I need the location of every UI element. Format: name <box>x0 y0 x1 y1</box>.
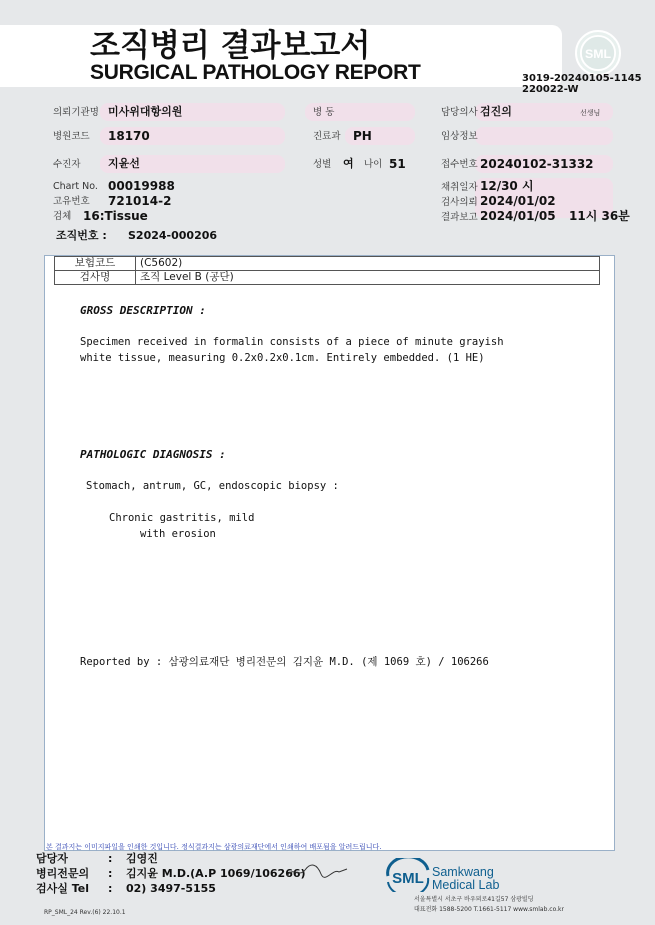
report-title-english: SURGICAL PATHOLOGY REPORT <box>90 61 421 84</box>
doctor-suffix: 선생님 <box>580 109 601 117</box>
test-name-label: 검사명 <box>55 271 136 285</box>
gross-description-heading: GROSS DESCRIPTION : <box>80 304 206 317</box>
sml-logo-text: SML <box>584 46 612 61</box>
doctor-label: 담당의사 <box>441 107 478 118</box>
manager-colon: : <box>108 852 113 865</box>
diagnosis-line1: Stomach, antrum, GC, endoscopic biopsy : <box>86 480 339 492</box>
report-time-value: 11시 36분 <box>569 209 630 223</box>
chart-no-label: Chart No. <box>53 181 98 192</box>
sml-logo-icon <box>575 30 621 76</box>
table-row <box>55 271 600 285</box>
signature-mark <box>285 860 355 882</box>
doctor-value: 검진의 <box>480 105 512 118</box>
ward-label: 병 동 <box>313 107 335 118</box>
lab-name-line2: Medical Lab <box>432 878 500 892</box>
lab-name <box>432 866 499 892</box>
notice-text: 본 결과지는 이미지파일을 인쇄한 것입니다. 정식결과지는 삼광의료재단에서 인쇄하여 배포됨을 알려드립니다. <box>46 843 382 851</box>
receipt-value: 20240102-31332 <box>480 157 594 171</box>
manager-value: 김영진 <box>126 852 158 865</box>
clinical-label: 임상정보 <box>441 131 478 142</box>
pathologist-label: 병리전문의 <box>36 867 90 880</box>
dept-label: 진료과 <box>313 131 341 142</box>
samkwang-logo <box>385 858 431 896</box>
request-value: 2024/01/02 <box>480 194 556 208</box>
collect-value: 12/30 시 <box>480 179 534 193</box>
pathologist-value: 김지윤 M.D.(A.P 1069/106266) <box>126 867 306 880</box>
lab-tel-colon: : <box>108 882 113 895</box>
document-number-line1: 3019-20240105-1145 <box>522 73 642 84</box>
clinical-pill <box>475 127 613 145</box>
samkwang-logo-text: SML <box>392 870 424 887</box>
requesting-org-label: 의뢰기관명 <box>53 107 99 118</box>
insurance-code-value: (C5602) <box>136 257 600 271</box>
pathologist-colon: : <box>108 867 113 880</box>
request-label: 검사의뢰 <box>441 197 478 208</box>
requesting-org-value: 미사위대항의원 <box>108 105 183 118</box>
lab-tel-label: 검사실 Tel <box>36 882 89 895</box>
report-title-korean: 조직병리 결과보고서 <box>90 28 371 64</box>
dept-value: PH <box>353 129 372 143</box>
report-date-value: 2024/01/05 <box>480 209 556 223</box>
test-name-value: 조직 Level B (공단) <box>136 271 600 285</box>
lab-address: 서울특별시 서초구 바우뫼로41길57 삼광빌딩 <box>414 896 534 903</box>
lab-tel-value: 02) 3497-5155 <box>126 882 216 895</box>
diagnosis-line3: with erosion <box>140 528 216 540</box>
unique-no-label: 고유번호 <box>53 196 90 207</box>
gross-description-line2: white tissue, measuring 0.2x0.2x0.1cm. Entirely embedded. (1 HE) <box>80 352 485 364</box>
specimen-label: 검체 <box>53 211 72 222</box>
sex-label: 성별 <box>313 159 332 170</box>
patient-label: 수진자 <box>53 159 81 170</box>
sex-value: 여 <box>343 157 354 170</box>
pathologic-diagnosis-heading: PATHOLOGIC DIAGNOSIS : <box>80 448 226 461</box>
lab-name-line1: Samkwang <box>432 865 494 879</box>
tissue-no-value: S2024-000206 <box>128 229 218 242</box>
unique-no-value: 721014-2 <box>108 194 172 208</box>
tissue-no-label: 조직번호 : <box>56 229 107 242</box>
table-row <box>55 257 600 271</box>
specimen-value: 16:Tissue <box>83 209 148 223</box>
hospital-code-value: 18170 <box>108 129 150 143</box>
age-label: 나이 <box>364 159 383 170</box>
collect-label: 채취일자 <box>441 182 478 193</box>
gross-description-line1: Specimen received in formalin consists of a piece of minute grayish <box>80 336 504 348</box>
document-number <box>522 73 642 95</box>
chart-no-value: 00019988 <box>108 179 175 193</box>
age-value: 51 <box>389 157 406 171</box>
form-code: RP_SML_24 Rev.(6) 22.10.1 <box>44 909 126 916</box>
insurance-code-label: 보험코드 <box>55 257 136 271</box>
report-date-label: 결과보고 <box>441 212 478 223</box>
test-info-table <box>54 256 600 285</box>
lab-contact: 대표전화 1588-5200 T.1661-5117 www.smlab.co.kr <box>414 906 564 913</box>
patient-value: 지윤선 <box>108 157 140 170</box>
reported-by-line: Reported by : 삼광의료재단 병리전문의 김지윤 M.D. (제 1069 호) / 106266 <box>80 656 489 668</box>
hospital-code-label: 병원코드 <box>53 131 90 142</box>
receipt-label: 접수번호 <box>441 159 478 170</box>
diagnosis-line2: Chronic gastritis, mild <box>109 512 255 524</box>
manager-label: 담당자 <box>36 852 68 865</box>
document-number-line2: 220022-W <box>522 84 579 95</box>
